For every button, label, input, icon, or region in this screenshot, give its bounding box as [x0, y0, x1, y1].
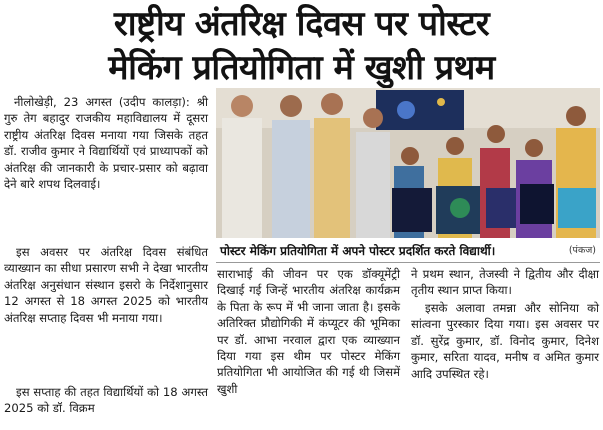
headline	[0, 2, 603, 90]
article-paragraph-3: इस सप्ताह की तहत विद्यार्थियों को 18 अगस्त 2025 को डॉ. विक्रम	[4, 385, 208, 416]
headline-line-1: राष्ट्रीय अंतरिक्ष दिवस पर पोस्टर	[113, 4, 490, 44]
photo-caption-text: पोस्टर मेकिंग प्रतियोगिता में अपने पोस्टर प्रदर्शित करते विद्यार्थी।	[220, 244, 496, 258]
article-paragraph-5: ने प्रथम स्थान, तेजस्वी ने द्वितीय और दीक्षा तृतीय स्थान प्राप्त किया।	[411, 267, 599, 298]
article-paragraph-4: साराभाई की जीवन पर एक डॉक्यूमेंट्री दिखाई गई जिन्हें भारतीय अंतरिक्ष कार्यक्रम के पिता के रूप में भी जाना जाता है। इसके अतिरिक्त प्रौद्योगिकी में कंप्यूटर की भूमिका पर डॉ. आभा नरवाल द्वारा एक व्याख्यान दिया गया इस थीम पर पोस्टर मेकिंग प्रतियोगिता भी आयोजित की गई थी जिसमें खुशी	[217, 267, 400, 396]
article-paragraph-6: इसके अलावा तमन्ना और सोनिया को सांत्वना पुरस्कार दिया गया। इस अवसर पर डॉ. सुरेंद्र कुमार, डॉ. विनोद कुमार, दिनेश कुमार, सरिता यादव, मनीष व अमित कुमार आदि उपस्थित रहे।	[411, 301, 599, 381]
headline-line-2: मेकिंग प्रतियोगिता में खुशी प्रथम	[108, 48, 495, 88]
article-paragraph-1: नीलोखेड़ी, 23 अगस्त (उदीप कालड़ा): श्री गुरु तेग बहादुर राजकीय महाविद्यालय में दूसरा राष्ट्रीय अंतरिक्ष दिवस मनाया गया जिसके तहत डॉ. राजीव कुमार ने विद्यार्थियों एवं प्राध्यापकों को अंतरिक्ष की जानकारी के प्रचार-प्रसार को बढ़ावा देने बारे शपथ दिलवाई।	[4, 95, 208, 192]
article-paragraph-2: इस अवसर पर अंतरिक्ष दिवस संबंधित व्याख्यान का सीधा प्रसारण सभी ने देखा भारतीय अंतरिक्ष अनुसंधान संस्थान इसरो के निर्देशानुसार 12 अगस्त से 18 अगस्त 2025 को भारतीय अंतरिक्ष सप्ताह दिवस भी मनाया गया।	[4, 245, 208, 325]
news-photo	[216, 88, 600, 238]
photo-caption	[216, 240, 600, 263]
photo-credit: (पंकज)	[568, 245, 596, 256]
